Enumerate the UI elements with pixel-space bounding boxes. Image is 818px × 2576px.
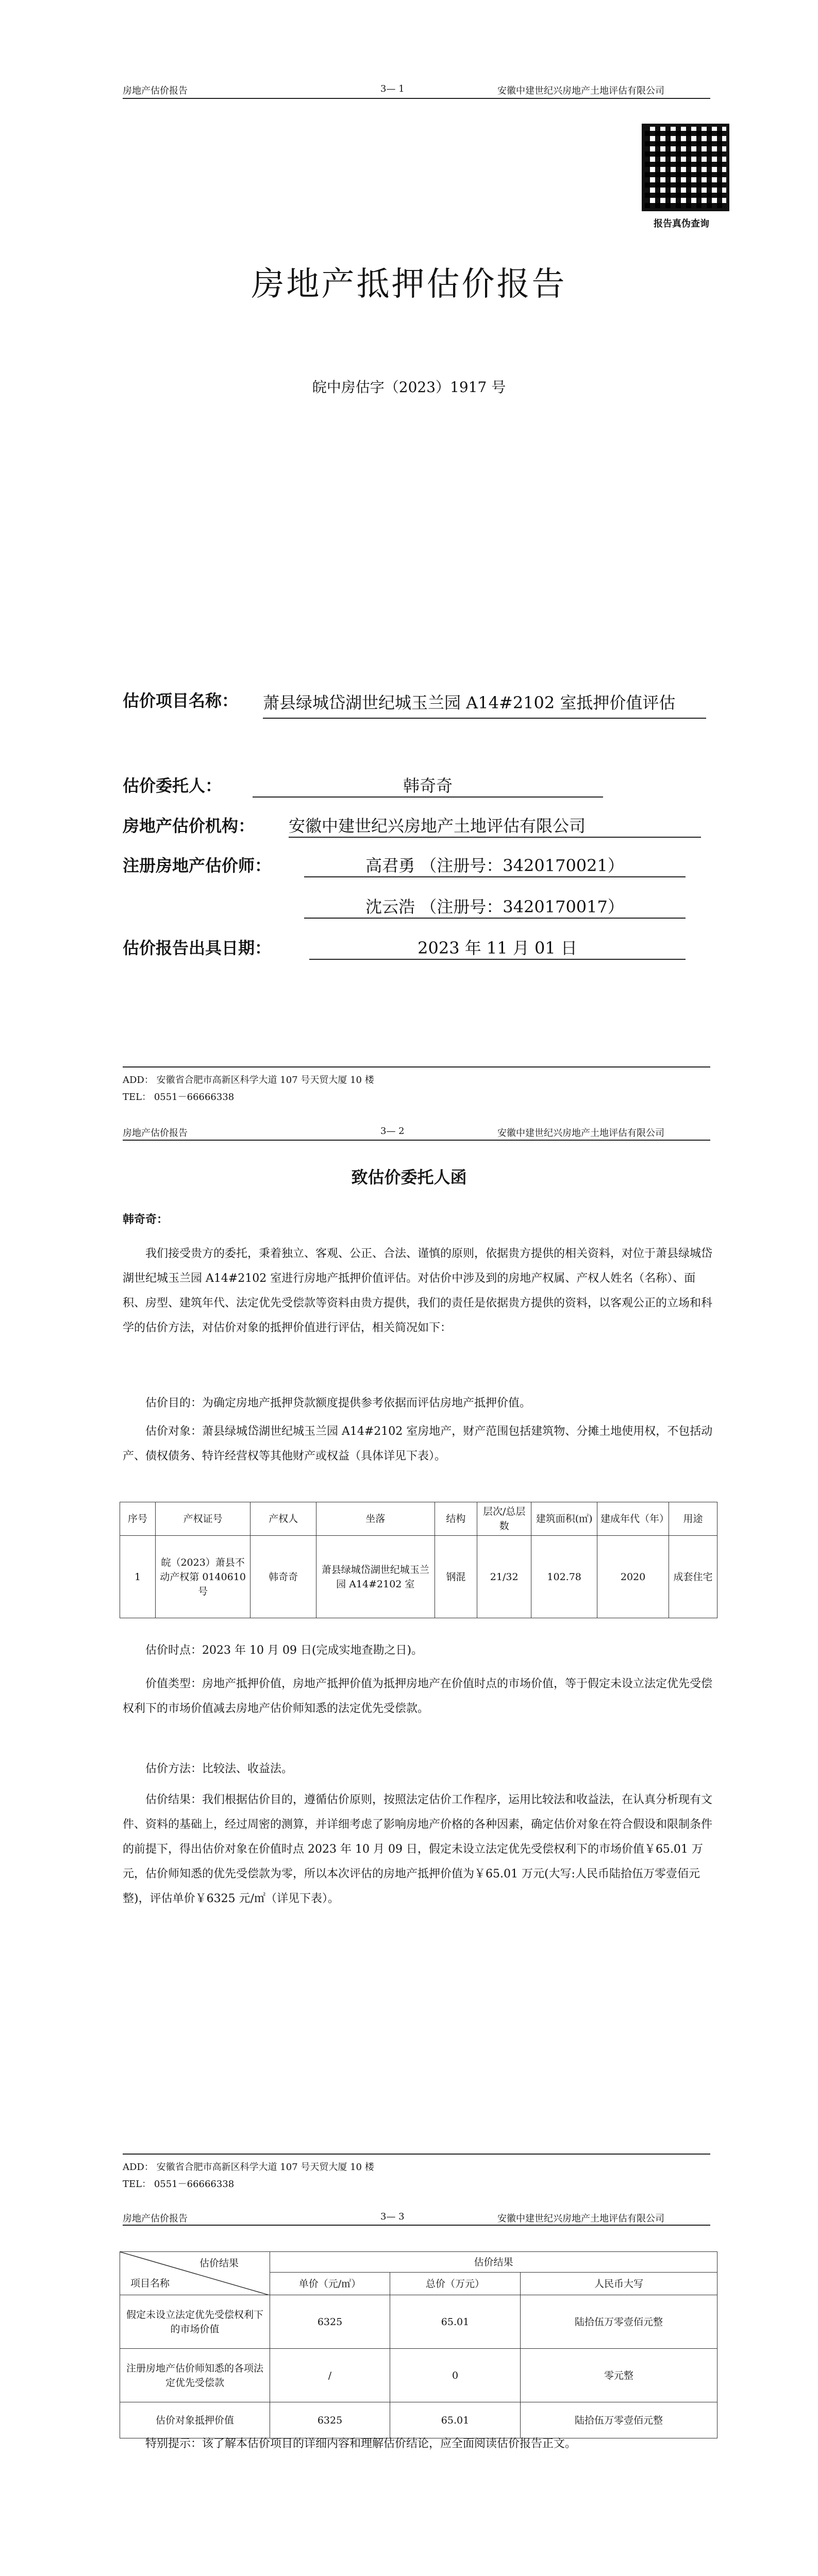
letter-intro: 我们接受贵方的委托，秉着独立、客观、公正、合法、谨慎的原则，依据贵方提供的相关资料，对位于萧县绿城岱湖世纪城玉兰园 A14#2102 室进行房地产抵押价值评估。对估价中涉及到的房地产权属、产权人姓名（名称）、面积、房型、建筑年代、法定优先受偿款等资料由贵方提供，我们的责任是依据贵方提供的资料，以客观公正的立场和科学的估价方法，对估价对象的抵押价值进行评估，相关简况如下：	[123, 1247, 713, 1334]
field-value-appraiser-1: 高君勇 （注册号：3420170021）	[304, 853, 686, 877]
report-title: 房地产抵押估价报告	[251, 265, 567, 303]
table-cell: 注册房地产估价师知悉的各项法定优先受偿款	[120, 2349, 270, 2402]
table-header-row	[120, 2252, 717, 2273]
letter-value-type: 价值类型：房地产抵押价值，房地产抵押价值为抵押房地产在价值时点的市场价值，等于假定未设立法定优先受偿权利下的市场价值减去房地产估价师知悉的法定优先受偿款。	[123, 1677, 713, 1715]
field-label-project: 估价项目名称：	[123, 691, 239, 710]
table-header: 层次/总层数	[477, 1502, 531, 1536]
footer-divider	[123, 2154, 710, 2155]
table-cell: 6325	[270, 2402, 390, 2438]
table-header: 总价（万元）	[390, 2273, 521, 2295]
table-header-row	[120, 1502, 717, 1536]
header-divider	[123, 98, 710, 99]
property-table	[120, 1502, 717, 1618]
group-header: 估价结果	[270, 2252, 717, 2273]
field-label-date: 估价报告出具日期：	[123, 938, 272, 958]
table-cell: 假定未设立法定优先受偿权利下的市场价值	[120, 2295, 270, 2349]
table-diagonal-header	[120, 2252, 270, 2295]
header-left: 房地产估价报告	[123, 2213, 188, 2224]
field-value-agency: 安徽中建世纪兴房地产土地评估有限公司	[289, 813, 701, 838]
table-header: 坐落	[316, 1502, 435, 1536]
table-cell: 65.01	[390, 2402, 521, 2438]
table-cell: 估价对象抵押价值	[120, 2402, 270, 2438]
letter-result: 估价结果：我们根据估价目的，遵循估价原则，按照法定估价工作程序，运用比较法和收益法，在认真分析现有文件、资料的基础上，经过周密的测算，并详细考虑了影响房地产价格的各种因素，确定估价对象在符合假设和限制条件的前提下，得出估价对象在价值时点 2023 年 10 月 09 日，假定未设立法定优先受偿权利下的市场价值￥65.01 万元，估价师知悉的优先受偿款为零，所以本次评估的房地产抵押价值为￥65.01 万元(大写:人民币陆拾伍万零壹佰元整)，评估单价￥6325 元/㎡（详见下表）。	[123, 1793, 713, 1905]
letter-object: 估价对象：萧县绿城岱湖世纪城玉兰园 A14#2102 室房地产，财产范围包括建筑物、分摊土地使用权，不包括动产、债权债务、特许经营权等其他财产或权益（具体详见下表）。	[123, 1425, 713, 1463]
footer-tel: TEL： 0551－66666338	[123, 1092, 235, 1103]
table-header: 人民币大写	[521, 2273, 717, 2295]
table-cell: 2020	[597, 1536, 669, 1618]
table-cell: 65.01	[390, 2295, 521, 2349]
table-cell: 陆拾伍万零壹佰元整	[521, 2402, 717, 2438]
header-divider	[123, 2225, 710, 2226]
special-notice: 特别提示：该了解本估价项目的详细内容和理解估价结论，应全面阅读估价报告正文。	[145, 2437, 577, 2450]
letter-title: 致估价委托人函	[351, 1167, 467, 1187]
header-divider	[123, 1140, 710, 1141]
field-value-project: 萧县绿城岱湖世纪城玉兰园 A14#2102 室抵押价值评估	[263, 688, 706, 719]
header-right: 安徽中建世纪兴房地产土地评估有限公司	[497, 86, 664, 96]
table-header: 产权证号	[155, 1502, 250, 1536]
header-right: 安徽中建世纪兴房地产土地评估有限公司	[497, 2213, 664, 2224]
field-value-client: 韩奇奇	[253, 773, 603, 798]
table-cell: 6325	[270, 2295, 390, 2349]
header-left: 房地产估价报告	[123, 1128, 188, 1139]
table-header: 建成年代（年）	[597, 1502, 669, 1536]
footer-divider	[123, 1066, 710, 1067]
header-left: 房地产估价报告	[123, 86, 188, 96]
table-header: 单价（元/㎡）	[270, 2273, 390, 2295]
footer-tel: TEL： 0551－66666338	[123, 2179, 235, 2190]
table-cell: 萧县绿城岱湖世纪城玉兰园 A14#2102 室	[316, 1536, 435, 1618]
letter-salutation: 韩奇奇：	[123, 1213, 169, 1226]
letter-valuation-time: 估价时点：2023 年 10 月 09 日(完成实地查勘之日)。	[145, 1644, 423, 1657]
table-header: 建筑面积(㎡)	[531, 1502, 597, 1536]
table-cell: 1	[120, 1536, 156, 1618]
table-cell: 21/32	[477, 1536, 531, 1618]
table-cell: 皖（2023）萧县不动产权第 0140610 号	[155, 1536, 250, 1618]
table-header: 结构	[435, 1502, 477, 1536]
table-cell: /	[270, 2349, 390, 2402]
table-cell: 韩奇奇	[251, 1536, 316, 1618]
field-label-agency: 房地产估价机构：	[123, 816, 255, 836]
letter-method: 估价方法：比较法、收益法。	[145, 1762, 293, 1775]
footer-address: ADD： 安徽省合肥市高新区科学大道 107 号天贸大厦 10 楼	[123, 1075, 374, 1086]
table-header: 用途	[669, 1502, 717, 1536]
table-cell: 102.78	[531, 1536, 597, 1618]
diag-bottom-label: 项目名称	[130, 2278, 170, 2289]
footer-address: ADD： 安徽省合肥市高新区科学大道 107 号天贸大厦 10 楼	[123, 2162, 374, 2173]
page-number: 3— 3	[380, 2211, 405, 2222]
field-label-client: 估价委托人：	[123, 776, 222, 795]
header-right: 安徽中建世纪兴房地产土地评估有限公司	[497, 1128, 664, 1139]
field-value-date: 2023 年 11 月 01 日	[309, 935, 686, 960]
qr-code[interactable]	[642, 124, 729, 211]
table-cell: 陆拾伍万零壹佰元整	[521, 2295, 717, 2349]
field-label-appraiser: 注册房地产估价师：	[123, 856, 272, 875]
qr-caption: 报告真伪查询	[654, 218, 709, 229]
field-value-appraiser-2: 沈云浩 （注册号：3420170017）	[304, 894, 686, 919]
table-cell: 钢混	[435, 1536, 477, 1618]
table-row	[120, 2295, 717, 2349]
report-number: 皖中房估字（2023）1917 号	[312, 379, 506, 396]
table-header: 产权人	[251, 1502, 316, 1536]
table-cell: 0	[390, 2349, 521, 2402]
table-row	[120, 1536, 717, 1618]
table-cell: 零元整	[521, 2349, 717, 2402]
table-cell: 成套住宅	[669, 1536, 717, 1618]
result-table	[120, 2251, 717, 2438]
table-header: 序号	[120, 1502, 156, 1536]
diag-top-label: 估价结果	[199, 2258, 239, 2269]
table-row	[120, 2349, 717, 2402]
page-number: 3— 1	[380, 83, 405, 94]
letter-purpose: 估价目的：为确定房地产抵押贷款额度提供参考依据而评估房地产抵押价值。	[145, 1397, 531, 1410]
page-number: 3— 2	[380, 1126, 405, 1137]
